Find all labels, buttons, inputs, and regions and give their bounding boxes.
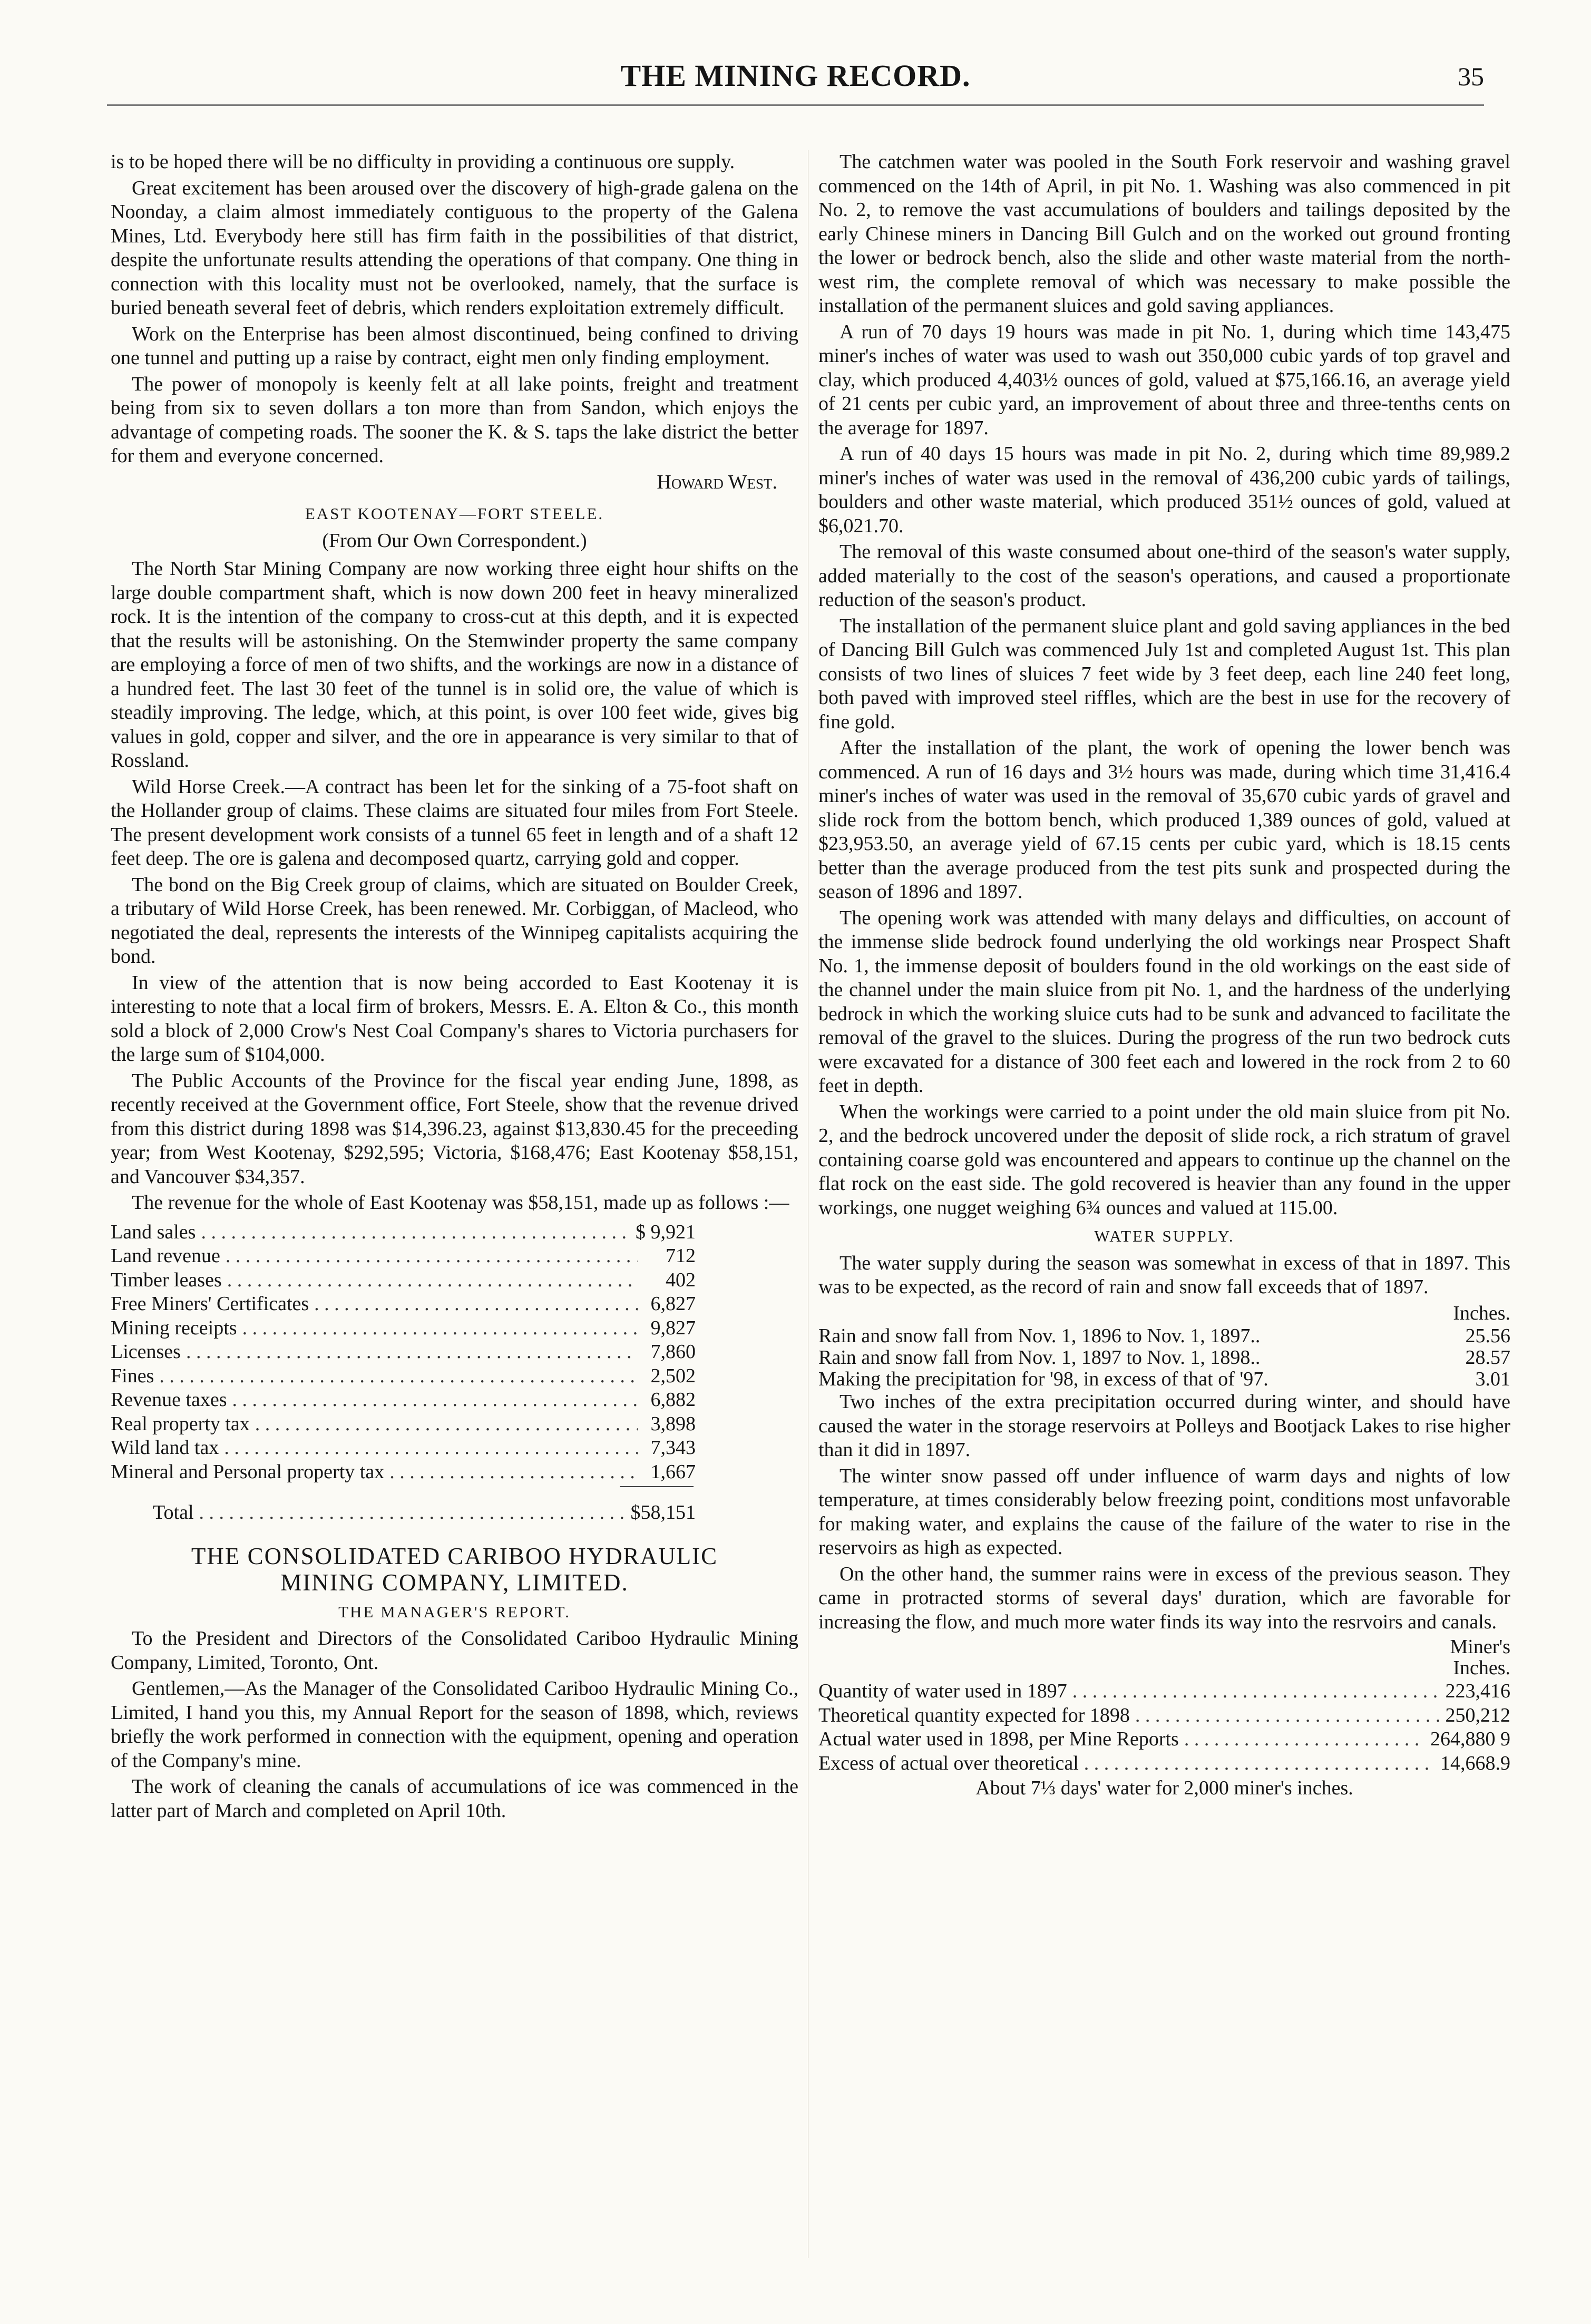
paragraph-public-accounts: The Public Accounts of the Province for the fiscal year ending June, 1898, as recently received at the Government office, Fort Steele, show that the revenue drived from this district during 1898 was $14,396.23, against $13,830.45 for the preceeding year; from West Kootenay, $292,595; Victoria, $168,476; East Kootenay $58,151, and Vancouver $34,357.: [111, 1069, 798, 1188]
total-rule: [620, 1486, 694, 1487]
total-row: [111, 1501, 696, 1525]
paragraph-two-inches: Two inches of the extra precipitation occurred during winter, and should have caused the water in the storage reservoirs at Polleys and Bootjack Lakes to rise higher than it did in 1897.: [818, 1391, 1510, 1461]
rainfall-value: 3.01: [1475, 1368, 1510, 1390]
water-label: Actual water used in 1898, per Mine Reports: [818, 1728, 1179, 1750]
revenue-label: Revenue taxes: [111, 1389, 227, 1411]
leader-dots: [242, 1316, 638, 1341]
paragraph-address: To the President and Directors of the Consolidated Cariboo Hydraulic Mining Company, Limited, Toronto, Ont.: [111, 1627, 798, 1674]
table-row: [111, 1244, 696, 1268]
table-row: [111, 1436, 696, 1460]
miners-inches-label: [818, 1636, 1510, 1678]
paragraph-big-creek: The bond on the Big Creek group of claims, which are situated on Boulder Creek, a tributary of Wild Horse Creek, has been renewed. Mr. Corbiggan, of Macleod, who negotiated the deal, represents the interests of the Winnipeg capitalists acquiring the bond.: [111, 873, 798, 968]
table-row: [111, 1220, 696, 1245]
revenue-label: Wild land tax: [111, 1437, 219, 1459]
water-label: Excess of actual over theoretical: [818, 1752, 1079, 1774]
paragraph-lower-bench: After the installation of the plant, the work of opening the lower bench was commenced. A run of 16 days and 3½ hours was made, during which time 31,416.4 miner's inches of water was used in the removal of 35,670 cubic yards of gravel and slide rock from the bottom bench, which produced 1,389 ounces of gold, valued at $23,953.50, an average yield of 67.15 cents per cubic yard, which is 18.15 cents better than the average produced from the test pits sunk and prospected during the season of 1896 and 1897.: [818, 737, 1510, 903]
revenue-label: Land sales: [111, 1220, 196, 1243]
leader-dots: [159, 1364, 638, 1389]
table-row: [818, 1679, 1510, 1704]
leader-dots: [314, 1292, 638, 1316]
water-value: 223,416: [1445, 1680, 1510, 1702]
total-label: Total: [153, 1501, 194, 1524]
table-row: [111, 1316, 696, 1341]
table-row: [818, 1727, 1510, 1752]
table-row: [111, 1460, 696, 1485]
water-label: Quantity of water used in 1897: [818, 1680, 1067, 1702]
table-row: [818, 1752, 1510, 1776]
company-title-line-1: THE CONSOLIDATED CARIBOO HYDRAULIC: [191, 1542, 718, 1569]
section-heading-east-kootenay: EAST KOOTENAY—FORT STEELE.: [305, 504, 604, 523]
paragraph-north-star: The North Star Mining Company are now working three eight hour shifts on the large double compartment shaft, which is now down 200 feet in heavy mineralized rock. It is the intention of the company to cross-cut at this depth, and it is expected that the results will be astonishing. On the Stemwinder property the same company are employing a force of men of two shifts, and the workings are now in a distance of a hundred feet. The last 30 feet of the tunnel is in solid ore, the value of which is steadily improving. The ledge, which, at this point, is over 100 feet wide, gives big values in gold, copper and silver, and the ore in appearance is very similar to that of Rossland.: [111, 558, 798, 772]
revenue-label: Mining receipts: [111, 1316, 237, 1339]
paragraph-winter-snow: The winter snow passed off under influence of warm days and nights of low temperature, at times considerably below freezing point, conditions most unfavorable for making water, and explains the cause of the failure of the water to rise in the reservoirs as high as expected.: [818, 1464, 1510, 1559]
revenue-value: 3,898: [650, 1412, 696, 1435]
miners-label-line-1: Miner's: [1450, 1636, 1510, 1658]
company-title-line-2: MINING COMPANY, LIMITED.: [280, 1569, 629, 1596]
paragraph-opening-work: The opening work was attended with many delays and difficulties, on account of the immense slide bedrock found underlying the old workings near Prospect Shaft No. 1, the immense deposit of boulders found in the old workings on the east side of the channel under the main sluice from pit No. 1, and the hardness of the underlying bedrock in which the working sluice cuts had to be sunk and advanced to facilitate the removal of the gravel to the sluices. During the progress of the run two bedrock cuts were excavated for a distance of 300 feet each and lowered in the rock from 2 to 60 feet in depth.: [818, 906, 1510, 1097]
revenue-value: 1,667: [650, 1460, 696, 1483]
table-row: [818, 1369, 1510, 1390]
paragraph-canals: The work of cleaning the canals of accumulations of ice was commenced in the latter part of March and completed on April 10th.: [111, 1775, 798, 1822]
revenue-value: 712: [666, 1245, 696, 1267]
table-row: [818, 1704, 1510, 1728]
leader-dots: [201, 1220, 630, 1245]
paragraph-installation: The installation of the permanent sluice plant and gold saving appliances in the bed of Dancing Bill Gulch was commenced July 1st and completed August 1st. This plan consists of two lines of sluices 7 feet wide by 3 feet deep, each line 240 feet long, both paved with improved steel riffles, which are the best in use for the recovery of fine gold.: [818, 614, 1510, 733]
leader-dots: [1084, 1752, 1435, 1776]
leader-dots: [389, 1460, 638, 1485]
paragraph-noonday: Great excitement has been aroused over the discovery of high-grade galena on the Noonday, a claim almost immediately contiguous to the property of the Galena Mines, Ltd. Everybody here still has firm faith in the possibilities of that district, despite the unfortunate results attending the operations of that company. One thing in connection with this locality must not be overlooked, namely, that the surface is buried beneath several feet of debris, which renders exploitation extremely difficult.: [111, 177, 798, 319]
rainfall-value: 25.56: [1465, 1325, 1510, 1347]
rainfall-label: Rain and snow fall from Nov. 1, 1896 to Nov. 1, 1897..: [818, 1325, 1261, 1347]
revenue-label: Licenses: [111, 1341, 181, 1363]
right-column: [818, 150, 1510, 1805]
paragraph-revenue-intro: The revenue for the whole of East Kootenay was $58,151, made up as follows :—: [132, 1192, 789, 1214]
table-row: [111, 1412, 696, 1437]
rainfall-label: Making the precipitation for '98, in excess of that of '97.: [818, 1368, 1268, 1390]
paragraph-monopoly: The power of monopoly is keenly felt at all lake points, freight and treatment being from six to seven dollars a ton more than from Sandon, which enjoys the advantage of competing roads. The sooner the K. & S. taps the lake district the better for them and everyone concerned.: [111, 373, 798, 467]
revenue-value: 7,343: [650, 1437, 696, 1459]
inches-label: Inches.: [1453, 1302, 1510, 1324]
leader-dots: [224, 1436, 638, 1460]
revenue-label: Real property tax: [111, 1412, 250, 1435]
revenue-value: 6,882: [650, 1389, 696, 1411]
header-rule: [107, 104, 1484, 106]
left-column: [111, 150, 798, 1825]
table-row: [818, 1325, 1510, 1347]
leader-dots: [1184, 1727, 1425, 1752]
footer-note: About 7⅓ days' water for 2,000 miner's inches.: [975, 1777, 1353, 1799]
revenue-label: Timber leases: [111, 1268, 222, 1291]
revenue-label: Land revenue: [111, 1245, 220, 1267]
paragraph-catchmen: The catchmen water was pooled in the South Fork reservoir and washing gravel commenced on the 14th of April, in pit No. 1. Washing was also commenced in pit No. 2, to remove the vast accumulations of boulders and tailings deposited by the early Chinese miners in Dancing Bill Gulch and on the worked out ground fronting the lower or bedrock bench, also the slide and other waste material from the north-west rim, the complete removal of which was necessary to make possible the installation of the permanent sluices and gold saving appliances.: [818, 151, 1510, 317]
revenue-value: 402: [666, 1268, 696, 1291]
revenue-label: Free Miners' Certificates: [111, 1293, 309, 1315]
table-row: [111, 1340, 696, 1364]
table-row: [111, 1292, 696, 1316]
report-heading: THE MANAGER'S REPORT.: [338, 1602, 571, 1621]
paragraph-intro: is to be hoped there will be no difficulty in providing a continuous ore supply.: [111, 151, 735, 173]
paragraph-water-supply: The water supply during the season was somewhat in excess of that in 1897. This was to be expected, as the record of rain and snow fall exceeds that of 1897.: [818, 1252, 1510, 1298]
paragraph-workings: When the workings were carried to a point under the old main sluice from pit No. 2, and the bedrock uncovered under the deposit of slide rock, a rich stratum of gravel containing coarse gold was encountered and appears to continue up the channel on the flat rock on the east side. The gold recovered is heavier than any found in the upper workings, one nugget weighing 6¾ ounces and valued at 115.00.: [818, 1100, 1510, 1219]
water-value: 250,212: [1445, 1704, 1510, 1726]
paragraph-run-70-days: A run of 70 days 19 hours was made in pit No. 1, during which time 143,475 miner's inches of water was used to wash out 350,000 cubic yards of top gravel and clay, which produced 4,403½ ounces of gold, valued at $75,166.16, an average yield of 21 cents per cubic yard, an improvement of about three and three-tenths cents on the average for 1897.: [818, 320, 1510, 439]
miners-label-line-2: Inches.: [1453, 1657, 1510, 1679]
paragraph-run-40-days: A run of 40 days 15 hours was made in pit No. 2, during which time 89,989.2 miner's inches of water was used in the removal of 436,200 cubic yards of tailings, boulders and other waste material, which produced 351½ ounces of gold, valued at $6,021.70.: [818, 443, 1510, 537]
revenue-table: [111, 1220, 696, 1525]
water-usage-table: [818, 1679, 1510, 1775]
table-row: [111, 1364, 696, 1389]
leader-dots: [255, 1412, 638, 1437]
leader-dots: [232, 1388, 638, 1412]
water-supply-heading: WATER SUPPLY.: [1094, 1227, 1235, 1245]
water-label: Theoretical quantity expected for 1898: [818, 1704, 1130, 1726]
leader-dots: [227, 1268, 638, 1293]
leader-dots: [186, 1340, 638, 1364]
rainfall-value: 28.57: [1465, 1346, 1510, 1369]
revenue-label: Mineral and Personal property tax: [111, 1460, 385, 1483]
rainfall-label: Rain and snow fall from Nov. 1, 1897 to Nov. 1, 1898..: [818, 1346, 1261, 1369]
revenue-value: 6,827: [650, 1293, 696, 1315]
correspondent-line: (From Our Own Correspondent.): [322, 529, 587, 552]
table-row: [111, 1388, 696, 1412]
rainfall-table: [818, 1325, 1510, 1390]
company-title: [111, 1543, 798, 1596]
paragraph-waste-removal: The removal of this waste consumed about one-third of the season's water supply, added materially to the cost of the season's operations, and caused a proportionate reduction of the season's product.: [818, 541, 1510, 611]
leader-dots: [226, 1244, 638, 1268]
paragraph-enterprise: Work on the Enterprise has been almost discontinued, being confined to driving one tunnel and putting up a raise by contract, eight men only finding employment.: [111, 323, 798, 369]
revenue-value: 7,860: [650, 1341, 696, 1363]
paragraph-east-kootenay: In view of the attention that is now being accorded to East Kootenay it is interesting to note that a local firm of brokers, Messrs. E. A. Elton & Co., this month sold a block of 2,000 Crow's Nest Coal Company's shares to Victoria purchasers for the large sum of $104,000.: [111, 971, 798, 1066]
paragraph-wild-horse: Wild Horse Creek.—A contract has been let for the sinking of a 75-foot shaft on the Hollander group of claims. These claims are situated four miles from Fort Steele. The present development work consists of a tunnel 65 feet in length and of a shaft 12 feet deep. The ore is galena and decomposed quartz, carrying gold and copper.: [111, 775, 798, 870]
leader-dots: [199, 1501, 626, 1525]
revenue-value: 2,502: [650, 1364, 696, 1387]
revenue-value: 9,827: [650, 1316, 696, 1339]
running-head: [0, 58, 1591, 100]
paragraph-summer-rains: On the other hand, the summer rains were in excess of the previous season. They came in protracted storms of several days' duration, which are favorable for increasing the flow, and much more water finds its way into the resrvoirs and canals.: [818, 1563, 1510, 1633]
total-value: $58,151: [630, 1501, 696, 1524]
leader-dots: [1135, 1704, 1440, 1728]
revenue-label: Fines: [111, 1364, 154, 1387]
water-value: 14,668.9: [1440, 1752, 1510, 1774]
table-row: [818, 1347, 1510, 1369]
table-row: [111, 1268, 696, 1293]
water-value: 264,880 9: [1430, 1728, 1510, 1750]
paragraph-gentlemen: Gentlemen,—As the Manager of the Consolidated Cariboo Hydraulic Mining Co., Limited, I hand you this, my Annual Report for the season of 1898, which, reviews briefly the work performed in connection with the equipment, opening and operation of the Company's mine.: [111, 1677, 798, 1772]
page-number: 35: [1458, 62, 1484, 91]
leader-dots: [1072, 1679, 1440, 1704]
revenue-value: $ 9,921: [636, 1220, 696, 1243]
author-signature: Howard West.: [657, 471, 777, 493]
running-title: THE MINING RECORD.: [620, 58, 971, 93]
